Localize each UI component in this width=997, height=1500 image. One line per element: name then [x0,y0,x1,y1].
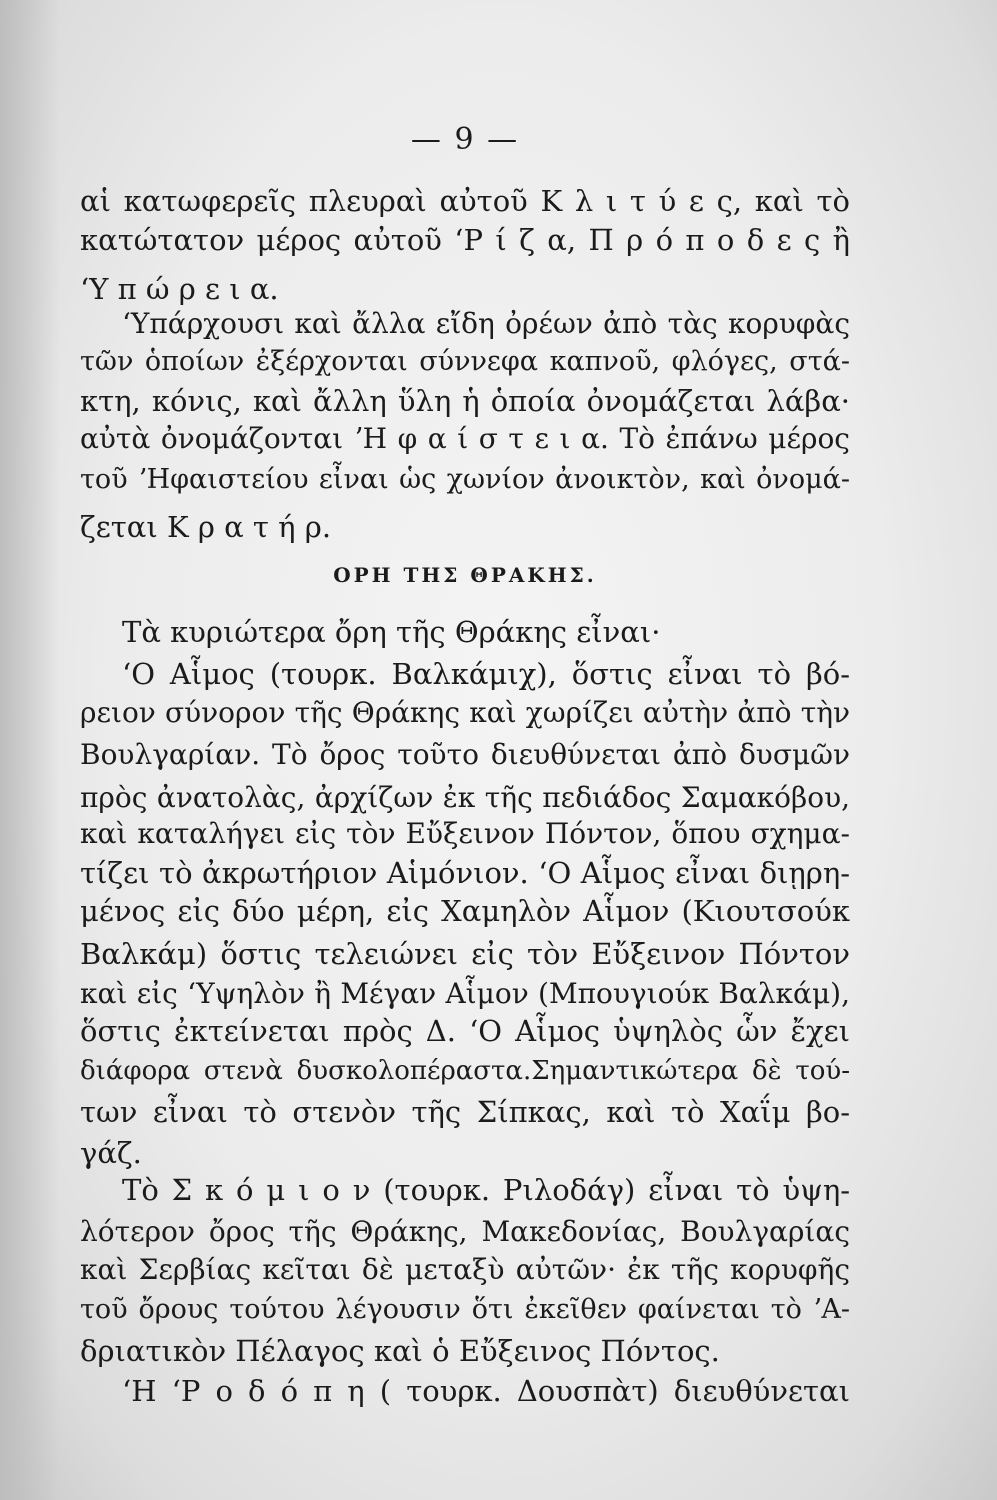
text-line: διάφορα στενὰ δυσκολοπέραστα.Σημαντικώτερα δὲ τού- [80,1056,850,1086]
text-line: Τὰ κυριώτερα ὄρη τῆς Θράκης εἶναι· [122,615,661,649]
page-gutter-shadow [0,0,60,1500]
text-line: Τὸ Σ κ ό μ ι ο ν (τουρκ. Ριλοδάγ) εἶναι τὸ ὑψη- [122,1173,850,1207]
text-line: τοῦ ὄρους τούτου λέγουσιν ὅτι ἐκεῖθεν φαίνεται τὸ ʼΑ- [80,1294,850,1325]
page-number: — 9 — [410,122,520,157]
text-line: τῶν ὁποίων ἐξέρχονται σύννεφα καπνοῦ, φλόγες, στά- [80,346,850,377]
text-line: ρειον σύνορον τῆς Θράκης καὶ χωρίζει αὐτὴν ἀπὸ τὴν [80,696,850,729]
text-line: αἱ κατωφερεῖς πλευραὶ αὐτοῦ Κ λ ι τ ύ ε ς, καὶ τὸ [80,184,850,218]
text-line: τοῦ ʼΗφαιστείου εἶναι ὡς χωνίον ἀνοικτὸν, καὶ ὀνομά- [80,464,850,495]
text-line: ὅστις ἐκτείνεται πρὸς Δ. ʻΟ Αἷμος ὑψηλὸς ὧν ἔχει [80,1014,850,1048]
text-line: καὶ καταλήγει εἰς τὸν Εὔξεινον Πόντον, ὅπου σχημα- [80,817,850,850]
text-line: πρὸς ἀνατολὰς, ἀρχίζων ἐκ τῆς πεδιάδος Σαμακόβου, [80,781,850,814]
text-line: ʻΟ Αἷμος (τουρκ. Βαλκάμιχ), ὅστις εἶναι τὸ βό- [122,657,850,691]
text-line: κτη, κόνις, καὶ ἄλλη ὕλη ἡ ὁποία ὀνομάζεται λάβα· [80,384,850,418]
text-line: ʻΥ π ώ ρ ε ι α. [80,272,279,306]
text-line: τίζει τὸ ἀκρωτήριον Αἱμόνιον. ʻΟ Αἷμος εἶναι διῃρη- [80,856,850,890]
text-line: ʻΗ ʻΡ ο δ ό π η ( τουρκ. Δουσπὰτ) διευθύνεται [122,1374,850,1408]
text-line: κατώτατον μέρος αὐτοῦ ʻΡ ί ζ α, Π ρ ό π ο δ ε ς ἢ [80,223,850,257]
text-line: λότερον ὄρος τῆς Θράκης, Μακεδονίας, Βουλγαρίας [80,1215,850,1248]
text-line: δριατικὸν Πέλαγος καὶ ὁ Εὔξεινος Πόντος. [80,1334,720,1368]
text-line: των εἶναι τὸ στενὸν τῆς Σίπκας, καὶ τὸ Χαΐμ βο- [80,1095,850,1129]
text-line: καὶ εἰς ʻΥψηλὸν ἢ Μέγαν Αἷμον (Μπουγιούκ Βαλκάμ), [80,977,850,1010]
text-line: καὶ Σερβίας κεῖται δὲ μεταξὺ αὐτῶν· ἐκ τῆς κορυφῆς [80,1253,850,1286]
text-line: αὐτὰ ὀνομάζονται ʼΗ φ α ί σ τ ε ι α. Τὸ ἐπάνω μέρος [80,422,850,455]
text-line: Βαλκάμ) ὅστις τελειώνει εἰς τὸν Εὔξεινον Πόντον [80,937,850,971]
section-heading: ΟΡΗ ΤΗΣ ΘΡΑΚΗΣ. [333,563,597,587]
text-line: μένος εἰς δύο μέρη, εἰς Χαμηλὸν Αἷμον (Κιουτσούκ [80,894,850,928]
text-line: Βουλγαρίαν. Τὸ ὄρος τοῦτο διευθύνεται ἀπὸ δυσμῶν [80,738,850,771]
text-line: γάζ. [80,1136,142,1170]
text-line: ʻΥπάρχουσι καὶ ἄλλα εἴδη ὀρέων ἀπὸ τὰς κορυφὰς [122,307,850,340]
text-line: ζεται Κ ρ α τ ή ρ. [80,510,332,544]
